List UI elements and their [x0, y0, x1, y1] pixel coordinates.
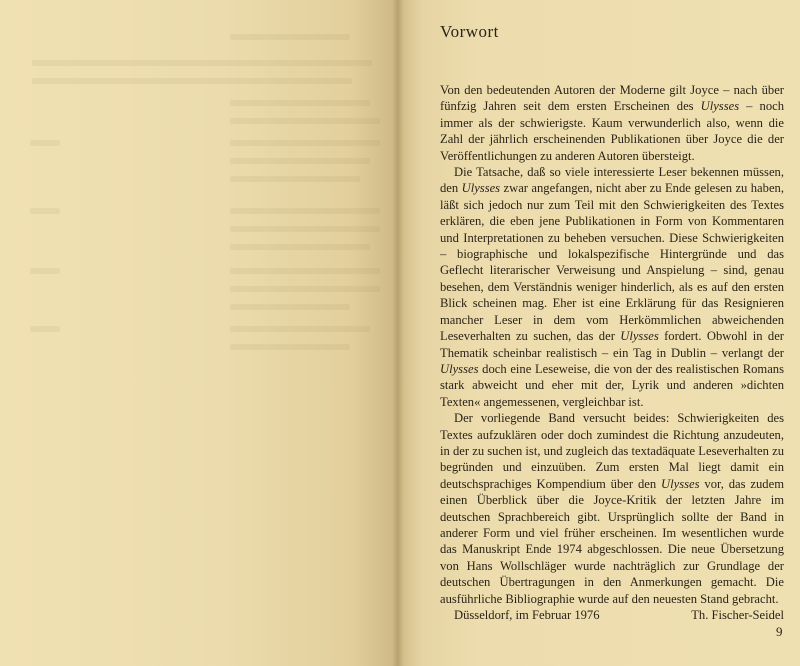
text-run: vor, das zudem einen Überblick über die Joyce-Kritik der letzten Jahre im deutschen Sprachbereich gibt. Ursprünglich sollte der Band in anderer Form und viel früher erscheinen. Im wesentlichen wurde das Manuskript Ende 1974 abgeschlossen. Die neue Übersetzung von Hans Wollschläger wurde nachträglich zur Grundlage der deutschen Übertragungen in den Anmerkungen gemacht. Die ausführliche Bibliographie wurde auf den neuesten Stand gebracht.	[440, 476, 784, 606]
paragraph	[440, 410, 784, 607]
text-run: – noch immer als der schwierigste. Kaum verwunderlich also, wenn die Zahl der jährlich erscheinenden Publikationen über Joyce die der Veröffentlichungen zu anderen Autoren übersteigt.	[440, 99, 785, 163]
text-run: fordert. Obwohl in der Thematik scheinbar realistisch – ein Tag in Dublin – verlangt der	[440, 329, 784, 360]
text-run: Der vorliegende Band versucht beides: Schwierigkeiten des Textes aufzuklären oder doch zumindest die Richtung anzudeuten, in der zu suchen ist, und zugleich das textadäquate Leseverhalten zu begründen und einzuüben. Zum ersten Mal liegt damit ein deutschsprachiges Kompendium über den	[440, 411, 784, 491]
chapter-title: Vorwort	[440, 22, 499, 41]
show-through-texture	[0, 0, 398, 666]
body-text	[440, 82, 784, 623]
paragraph	[440, 82, 784, 164]
page-number: 9	[776, 624, 783, 639]
italic-title: Ulysses	[620, 329, 659, 344]
italic-title: Ulysses	[700, 99, 740, 114]
text-run: Von den bedeutenden Autoren der Moderne gilt Joyce – nach über fünfzig Jahren seit dem ersten Erscheinen des	[440, 83, 784, 114]
book-gutter	[392, 0, 404, 666]
paragraph	[440, 164, 784, 410]
italic-title: Ulysses	[661, 476, 700, 491]
text-run: Die Tatsache, daß so viele interessierte Leser bekennen müssen, den	[440, 165, 784, 196]
place-date: Düsseldorf, im Februar 1976	[454, 608, 600, 622]
signature-line	[440, 607, 784, 623]
italic-title: Ulysses	[461, 181, 501, 196]
author-name: Th. Fischer-Seidel	[691, 608, 784, 622]
left-page	[0, 0, 398, 666]
italic-title: Ulysses	[440, 361, 479, 376]
text-run: doch eine Leseweise, die von der des realistischen Romans stark abweicht und eher mit der, Lyrik und anderen »dichten Texten« angemessenen, vergleichbar ist.	[440, 361, 784, 409]
text-run: zwar angefangen, nicht aber zu Ende gelesen zu haben, läßt sich jedoch nur zum Teil mit den Schwierigkeiten des Textes erklären, die eben jene Publikationen in Form von Kommentaren und Interpretationen zu beheben versuchen. Diese Schwierigkeiten – biographische und lokalspezifische Hintergründe und das Geflecht literarischer Verweisung und Anspielung – sind, genau besehen, dem Verständnis weniger hinderlich, als es auf den ersten Blick scheinen mag. Eher ist eine Erklärung für das Resignieren mancher Leser in dem vom Herkömmlichen abweichenden Leseverhalten zu suchen, das der	[440, 181, 784, 344]
